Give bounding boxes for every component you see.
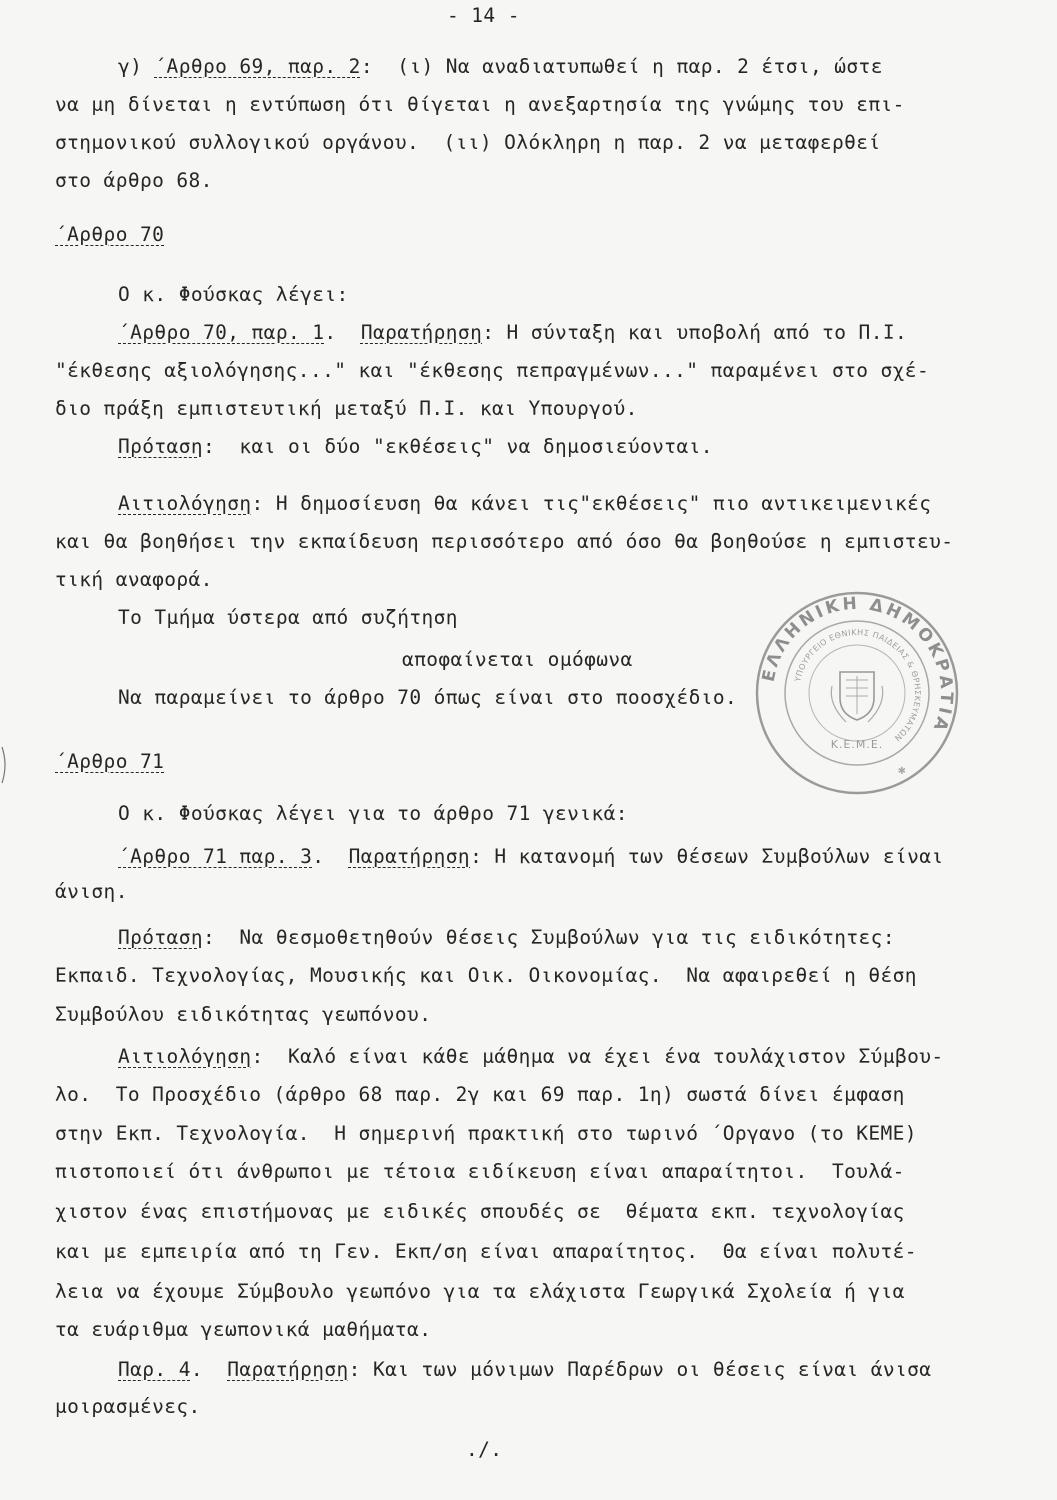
paragraph-line xyxy=(118,321,907,345)
line-text: : Να θεσμοθετηθούν θέσεις Συμβούλων για τις ειδικότητες: xyxy=(202,926,895,949)
paragraph-line xyxy=(118,926,895,950)
decision-heading: αποφαίνεται ομόφωνα xyxy=(402,648,633,671)
line-text: . xyxy=(324,321,361,344)
official-stamp xyxy=(752,588,962,798)
remark-label: Παρατήρηση xyxy=(348,845,471,868)
line-text: . xyxy=(190,1358,228,1381)
svg-text:ΕΛΛΗΝΙΚΗ ΔΗΜΟΚΡΑΤΙΑ: ΕΛΛΗΝΙΚΗ ΔΗΜΟΚΡΑΤΙΑ xyxy=(758,593,957,737)
paragraph-line xyxy=(118,1045,944,1069)
line-text: : (ι) Να αναδιατυπωθεί η παρ. 2 έτσι, ώστε xyxy=(360,55,883,78)
paragraph-line: χιστον ένας επιστήμονας με ειδικές σπουδές σε θέματα εκπ. τεχνολογίας xyxy=(55,1200,905,1223)
paragraph-line: λο. Το Προσχέδιο (άρθρο 68 παρ. 2γ και 69 παρ. 1η) σωστά δίνει έμφαση xyxy=(55,1083,905,1106)
margin-bracket xyxy=(0,745,12,785)
paragraph-line: να μη δίνεται η εντύπωση ότι θίγεται η ανεξαρτησία της γνώμης του επι- xyxy=(55,93,905,116)
paragraph-line: Ο κ. Φούσκας λέγει για το άρθρο 71 γενικά: xyxy=(118,802,628,825)
paragraph-line: Εκπαιδ. Τεχνολογίας, Μουσικής και Οικ. Οικονομίας. Να αφαιρεθεί η θέση xyxy=(55,964,917,987)
paragraph-line: και θα βοηθήσει την εκπαίδευση περισσότερο από όσο θα βοηθούσε η εμπιστευ- xyxy=(55,530,954,553)
star-icon: ✱ xyxy=(897,766,907,777)
paragraph-line: "έκθεσης αξιολόγησης..." και "έκθεσης πεπραγμένων..." παραμένει στο σχέ- xyxy=(55,359,930,382)
svg-text:Κ.Ε.Μ.Ε.: Κ.Ε.Μ.Ε. xyxy=(830,738,884,751)
paragraph-line: στο άρθρο 68. xyxy=(55,169,213,192)
paragraph-line: Να παραμείνει το άρθρο 70 όπως είναι στο ποοσχέδιο. xyxy=(118,686,738,709)
paragraph-line: Συμβούλου ειδικότητας γεωπόνου. xyxy=(55,1003,432,1026)
remark-label: Παρατήρηση xyxy=(227,1358,349,1381)
paragraph-line xyxy=(118,492,931,516)
remark-label: Παρατήρηση xyxy=(360,321,483,344)
line-text: : Και των μόνιμων Παρέδρων οι θέσεις είναι άνισα xyxy=(348,1358,932,1381)
paragraph-line xyxy=(118,845,944,869)
proposal-label: Πρόταση xyxy=(118,926,203,949)
continuation-mark: ./. xyxy=(466,1438,503,1461)
item-marker: γ) xyxy=(118,55,155,78)
line-text: : και οι δύο "εκθέσεις" να δημοσιεύονται. xyxy=(202,435,713,458)
justification-label: Αιτιολόγηση xyxy=(118,492,252,515)
paragraph-line xyxy=(118,435,713,459)
line-text: . xyxy=(312,845,349,868)
paragraph-line: πιστοποιεί ότι άνθρωποι με τέτοια ειδίκευση είναι απαραίτητοι. Τουλά- xyxy=(55,1160,905,1183)
paragraph-reference: Παρ. 4 xyxy=(118,1358,191,1381)
proposal-label: Πρόταση xyxy=(118,435,203,458)
paragraph-line: λεια να έχουμε Σύμβουλο γεωπόνο για τα ελάχιστα Γεωργικά Σχολεία ή για xyxy=(55,1280,905,1303)
paragraph-line: μοιρασμένες. xyxy=(55,1395,201,1418)
paragraph-line xyxy=(118,1358,931,1382)
paragraph-line: τική αναφορά. xyxy=(55,568,213,591)
paragraph-line: και με εμπειρία από τη Γεν. Εκπ/ση είναι απαραίτητος. Θα είναι πολυτέ- xyxy=(55,1240,917,1263)
paragraph-line: διο πράξη εμπιστευτική μεταξύ Π.Ι. και Υπουργού. xyxy=(55,397,638,420)
paragraph-line: Το Τμήμα ύστερα από συζήτηση xyxy=(118,606,458,629)
paragraph-line: άνιση. xyxy=(55,880,128,903)
article-heading: ΄Αρθρο 71 xyxy=(55,750,165,773)
paragraph-line: στην Εκπ. Τεχνολογία. Η σημερινή πρακτική στο τωρινό ΄Οργανο (το ΚΕΜΕ) xyxy=(55,1122,917,1145)
article-reference: ΄Αρθρο 71 παρ. 3 xyxy=(118,845,313,868)
article-heading: ΄Αρθρο 70 xyxy=(55,223,165,246)
line-text: : Η δημοσίευση θα κάνει τις"εκθέσεις" πιο αντικειμενικές xyxy=(251,492,932,515)
line-text: : Η σύνταξη και υποβολή από το Π.Ι. xyxy=(482,321,908,344)
coat-of-arms-icon xyxy=(831,672,882,722)
line-text: : Καλό είναι κάθε μάθημα να έχει ένα τουλάχιστον Σύμβου- xyxy=(251,1045,944,1068)
justification-label: Αιτιολόγηση xyxy=(118,1045,252,1068)
svg-text:ΥΠΟΥΡΓΕΙΟ ΕΘΝΙΚΗΣ ΠΑΙΔΕΙΑΣ & Θ: ΥΠΟΥΡΓΕΙΟ ΕΘΝΙΚΗΣ ΠΑΙΔΕΙΑΣ & ΘΡΗΣΚΕΥΜΑΤΩΝ xyxy=(793,627,923,744)
paragraph-line: στημονικού συλλογικού οργάνου. (ιι) Ολόκληρη η παρ. 2 να μεταφερθεί xyxy=(55,131,881,154)
page-number: - 14 - xyxy=(447,4,520,27)
article-reference: ΄Αρθρο 69, παρ. 2 xyxy=(154,55,361,78)
paragraph-line: τα ευάριθμα γεωπονικά μαθήματα. xyxy=(55,1318,432,1341)
paragraph-line xyxy=(118,55,883,79)
line-text: : Η κατανομή των θέσεων Συμβούλων είναι xyxy=(470,845,944,868)
paragraph-line: Ο κ. Φούσκας λέγει: xyxy=(118,283,349,306)
article-reference: ΄Αρθρο 70, παρ. 1 xyxy=(118,321,325,344)
